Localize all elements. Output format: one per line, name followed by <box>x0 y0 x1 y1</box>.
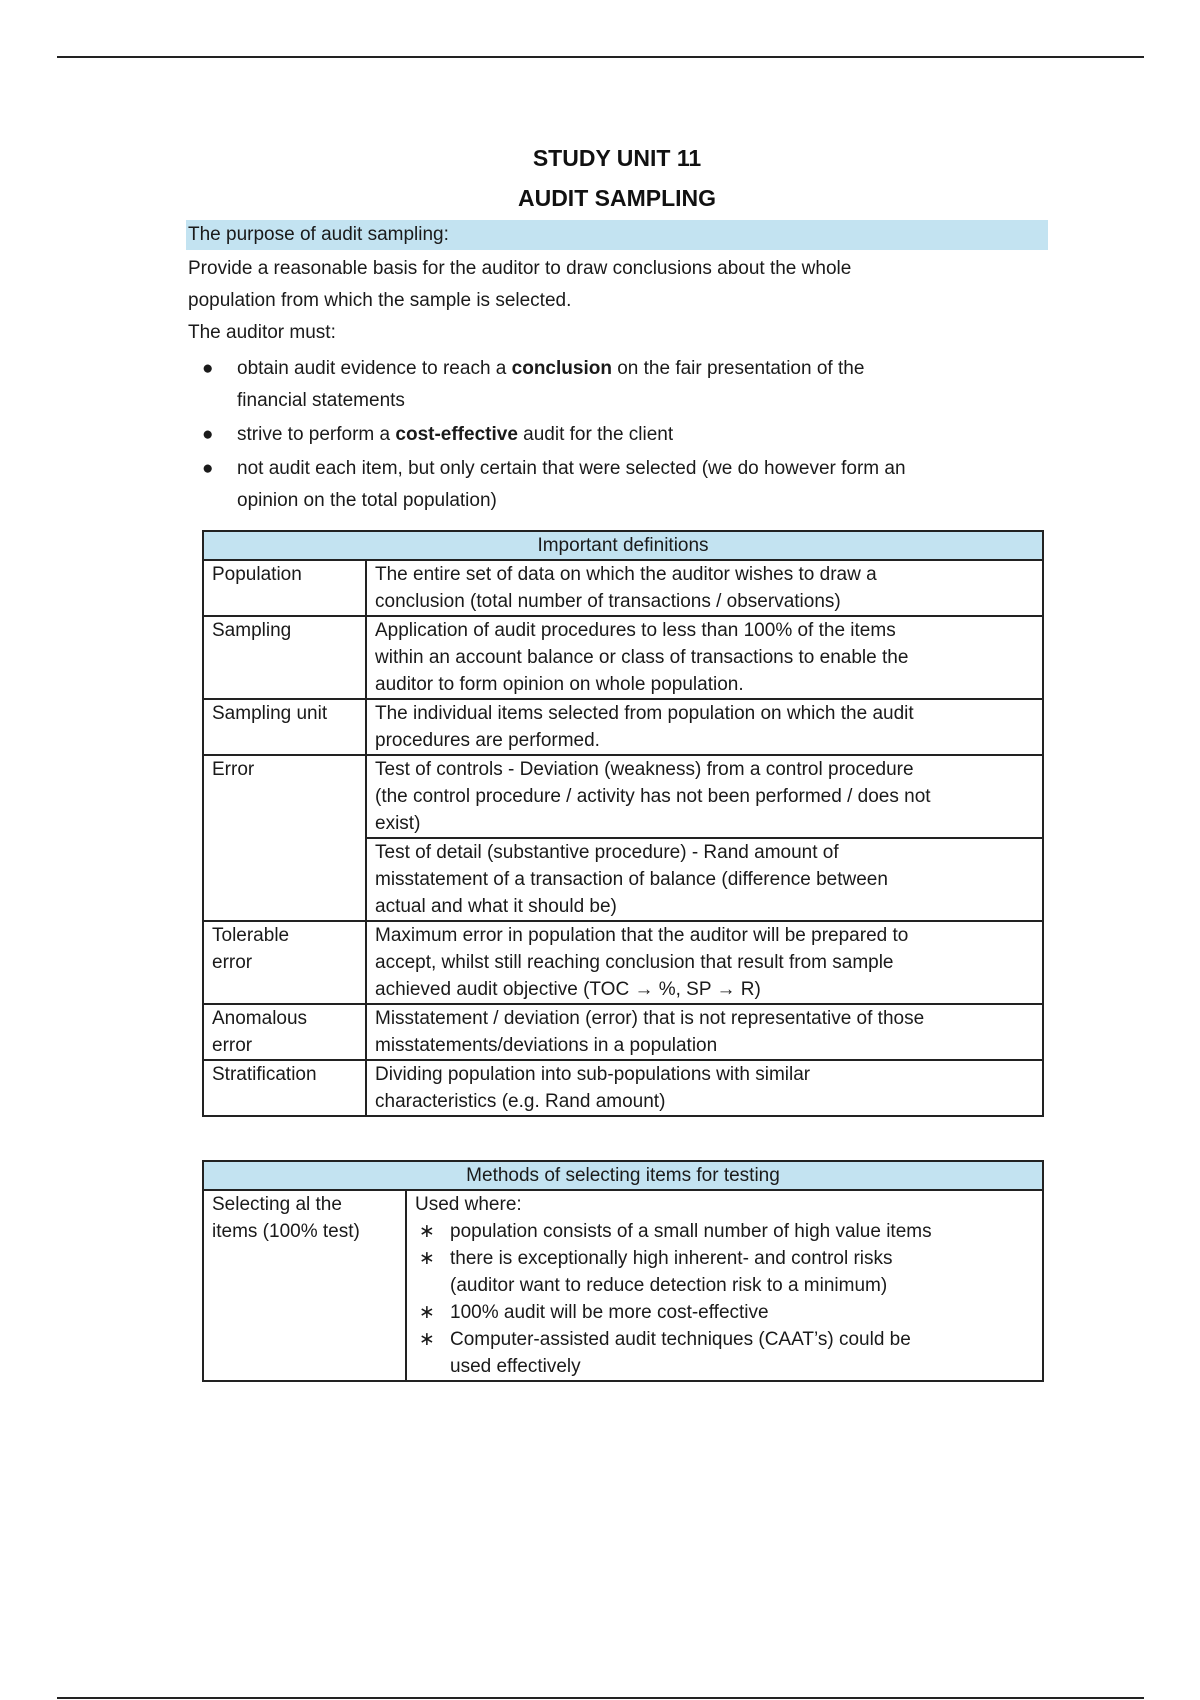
definition-line: Application of audit procedures to less than 100% of the items <box>375 620 896 641</box>
asterisk-icon: ∗ <box>419 1221 435 1242</box>
definition-line: conclusion (total number of transactions / observations) <box>375 591 841 612</box>
item-text-line-2: (auditor want to reduce detection risk to a minimum) <box>450 1275 888 1296</box>
table-row <box>203 1060 1043 1116</box>
asterisk-icon: ∗ <box>419 1248 435 1269</box>
definition-cell <box>366 560 1043 616</box>
definition-line: procedures are performed. <box>375 730 600 751</box>
purpose-text-line-1: Provide a reasonable basis for the auditor to draw conclusions about the whole <box>188 258 852 279</box>
definition-line: The individual items selected from population on which the audit <box>375 703 914 724</box>
item-text-bold: conclusion <box>511 358 612 379</box>
term-line: error <box>212 1035 253 1056</box>
term-cell: Stratification <box>203 1060 366 1116</box>
definition-cell <box>366 921 1043 1004</box>
definition-line: Test of controls - Deviation (weakness) from a control procedure <box>375 759 914 780</box>
definition-line: The entire set of data on which the auditor wishes to draw a <box>375 564 877 585</box>
table-row <box>203 616 1043 699</box>
definition-cell <box>366 1060 1043 1116</box>
definition-cell <box>366 616 1043 699</box>
bullet-icon: ● <box>202 458 214 479</box>
term-line: items (100% test) <box>212 1221 360 1242</box>
definition-line: exist) <box>375 813 421 834</box>
table-row <box>203 1190 1043 1381</box>
table-row <box>203 699 1043 755</box>
term-cell: Population <box>203 560 366 616</box>
term-line: Anomalous <box>212 1008 308 1029</box>
term-cell: Sampling unit <box>203 699 366 755</box>
method-detail-cell <box>406 1190 1043 1381</box>
definition-line: misstatement of a transaction of balance (difference between <box>375 869 888 890</box>
used-where-label: Used where: <box>415 1194 522 1215</box>
term-cell <box>203 1004 366 1060</box>
term-cell: Error <box>203 755 366 921</box>
item-text-line-1: there is exceptionally high inherent- and control risks <box>450 1248 893 1269</box>
definitions-heading: Important definitions <box>203 531 1043 560</box>
definition-cell <box>366 755 1043 838</box>
item-text-pre: obtain audit evidence to reach a <box>237 358 512 379</box>
item-text-line-1: Computer-assisted audit techniques (CAAT’s) could be <box>450 1329 911 1350</box>
list-item <box>415 1218 1034 1245</box>
item-text-post: on the fair presentation of the <box>611 358 865 379</box>
top-rule <box>57 56 1144 58</box>
table-row <box>203 921 1043 1004</box>
methods-heading: Methods of selecting items for testing <box>203 1161 1043 1190</box>
term-line: error <box>212 952 253 973</box>
list-item <box>415 1326 1034 1380</box>
table-row <box>203 560 1043 616</box>
page-content <box>186 138 1048 519</box>
bottom-rule <box>57 1697 1144 1699</box>
definitions-table <box>202 530 1044 1117</box>
purpose-heading: The purpose of audit sampling: <box>186 220 1048 250</box>
page-title: AUDIT SAMPLING <box>517 185 717 211</box>
definition-line: achieved audit objective (TOC → %, SP → R) <box>375 979 761 1000</box>
definition-line: Maximum error in population that the auditor will be prepared to <box>375 925 909 946</box>
term-cell <box>203 1190 406 1381</box>
bullet-icon: ● <box>202 424 214 445</box>
item-text-pre: strive to perform a <box>237 424 396 445</box>
asterisk-icon: ∗ <box>419 1329 435 1350</box>
list-item <box>186 419 1048 451</box>
table-row <box>203 1004 1043 1060</box>
definition-line: Dividing population into sub-populations with similar <box>375 1064 811 1085</box>
definition-cell <box>366 699 1043 755</box>
study-unit-title: STUDY UNIT 11 <box>532 145 702 171</box>
definition-line: actual and what it should be) <box>375 896 617 917</box>
used-where-list <box>415 1218 1034 1380</box>
term-line: Tolerable <box>212 925 290 946</box>
methods-table <box>202 1160 1044 1382</box>
definition-line: Test of detail (substantive procedure) - Rand amount of <box>375 842 839 863</box>
list-item <box>415 1245 1034 1299</box>
definition-cell <box>366 1004 1043 1060</box>
table-row <box>203 755 1043 838</box>
bullet-icon: ● <box>202 358 214 379</box>
term-cell <box>203 921 366 1004</box>
definition-line: (the control procedure / activity has not been performed / does not <box>375 786 931 807</box>
asterisk-icon: ∗ <box>419 1302 435 1323</box>
definition-line: within an account balance or class of transactions to enable the <box>375 647 909 668</box>
list-item <box>186 353 1048 417</box>
term-line: Selecting al the <box>212 1194 342 1215</box>
definition-line: accept, whilst still reaching conclusion that result from sample <box>375 952 894 973</box>
definition-cell <box>366 838 1043 921</box>
auditor-must-intro: The auditor must: <box>188 322 336 343</box>
definition-line: characteristics (e.g. Rand amount) <box>375 1091 666 1112</box>
definition-line: misstatements/deviations in a population <box>375 1035 718 1056</box>
item-text-line-2: opinion on the total population) <box>237 490 497 511</box>
definition-line: auditor to form opinion on whole population. <box>375 674 744 695</box>
term-cell: Sampling <box>203 616 366 699</box>
item-text-line-1: 100% audit will be more cost-effective <box>450 1302 769 1323</box>
item-text-line-2: used effectively <box>450 1356 581 1377</box>
item-text-post: audit for the client <box>517 424 674 445</box>
auditor-must-list <box>186 353 1048 517</box>
definition-line: Misstatement / deviation (error) that is not representative of those <box>375 1008 925 1029</box>
purpose-text-line-2: population from which the sample is selected. <box>188 290 572 311</box>
list-item <box>186 453 1048 517</box>
list-item <box>415 1299 1034 1326</box>
item-text-line-1: population consists of a small number of high value items <box>450 1221 932 1242</box>
item-text-cont: financial statements <box>237 390 405 411</box>
item-text-bold: cost-effective <box>395 424 518 445</box>
item-text-line-1: not audit each item, but only certain that were selected (we do however form an <box>237 458 906 479</box>
